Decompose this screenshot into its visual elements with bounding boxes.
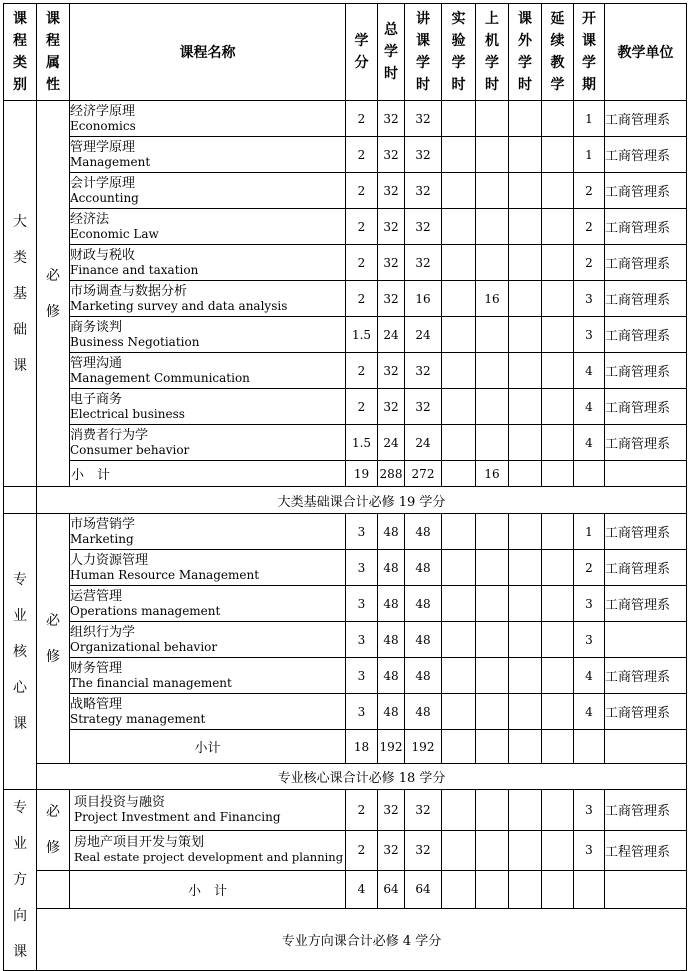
credits-cell: 2 <box>346 830 378 871</box>
computer-hours-cell <box>476 101 509 137</box>
attribute-blank <box>37 871 70 909</box>
total-hours-cell: 48 <box>378 586 405 622</box>
total-hours-cell: 48 <box>378 622 405 658</box>
extended-cell <box>542 353 574 389</box>
header-lab-hours: 实验学时 <box>442 4 476 101</box>
lab-hours-cell <box>442 281 476 317</box>
extended-cell <box>542 658 574 694</box>
lab-hours-cell <box>442 514 476 550</box>
computer-hours-cell <box>476 317 509 353</box>
curriculum-table <box>3 3 687 971</box>
attribute-cell: 必修 <box>37 514 70 764</box>
extra-hours-cell <box>509 389 542 425</box>
total-hours-cell: 48 <box>378 550 405 586</box>
subtotal-extra-hours <box>509 730 542 764</box>
table-row <box>4 425 687 461</box>
lecture-hours-cell: 32 <box>405 209 442 245</box>
table-row <box>4 317 687 353</box>
extra-hours-cell <box>509 658 542 694</box>
table-row <box>4 353 687 389</box>
subtotal-extra-hours <box>509 871 542 909</box>
course-name-cell: 财务管理 The financial management <box>70 658 346 694</box>
computer-hours-cell <box>476 353 509 389</box>
subtotal-lecture-hours: 192 <box>405 730 442 764</box>
subtotal-dept <box>605 730 687 764</box>
credits-cell: 2 <box>346 137 378 173</box>
dept-cell: 工商管理系 <box>605 790 687 831</box>
extra-hours-cell <box>509 622 542 658</box>
course-name-cell: 经济法 Economic Law <box>70 209 346 245</box>
extended-cell <box>542 514 574 550</box>
subtotal-label: 小 计 <box>70 871 346 909</box>
computer-hours-cell <box>476 586 509 622</box>
extended-cell <box>542 245 574 281</box>
table-row <box>4 173 687 209</box>
semester-cell: 2 <box>574 209 605 245</box>
lecture-hours-cell: 16 <box>405 281 442 317</box>
lab-hours-cell <box>442 245 476 281</box>
total-hours-cell: 24 <box>378 317 405 353</box>
lecture-hours-cell: 48 <box>405 514 442 550</box>
credits-cell: 2 <box>346 101 378 137</box>
credits-cell: 3 <box>346 622 378 658</box>
lecture-hours-cell: 24 <box>405 425 442 461</box>
table-row <box>4 389 687 425</box>
computer-hours-cell <box>476 137 509 173</box>
extended-cell <box>542 586 574 622</box>
computer-hours-cell <box>476 514 509 550</box>
lab-hours-cell <box>442 790 476 831</box>
credits-cell: 2 <box>346 790 378 831</box>
subtotal-lecture-hours: 272 <box>405 461 442 487</box>
total-hours-cell: 48 <box>378 694 405 730</box>
total-hours-cell: 32 <box>378 281 405 317</box>
dept-cell: 工商管理系 <box>605 586 687 622</box>
computer-hours-cell <box>476 790 509 831</box>
table-row <box>4 137 687 173</box>
subtotal-semester <box>574 730 605 764</box>
total-hours-cell: 32 <box>378 353 405 389</box>
credits-cell: 3 <box>346 694 378 730</box>
subtotal-dept <box>605 871 687 909</box>
semester-cell: 2 <box>574 245 605 281</box>
section-foundation <box>4 101 687 514</box>
credits-cell: 2 <box>346 389 378 425</box>
extra-hours-cell <box>509 694 542 730</box>
course-name-cell: 商务谈判 Business Negotiation <box>70 317 346 353</box>
extended-cell <box>542 790 574 831</box>
dept-cell <box>605 622 687 658</box>
course-name-cell: 人力资源管理 Human Resource Management <box>70 550 346 586</box>
semester-cell: 2 <box>574 550 605 586</box>
course-name-cell: 管理沟通 Management Communication <box>70 353 346 389</box>
semester-cell: 4 <box>574 425 605 461</box>
course-name-cell: 房地产项目开发与策划 Real estate project development and planning <box>70 830 346 871</box>
extended-cell <box>542 281 574 317</box>
computer-hours-cell <box>476 622 509 658</box>
credits-cell: 2 <box>346 245 378 281</box>
lab-hours-cell <box>442 694 476 730</box>
lecture-hours-cell: 32 <box>405 137 442 173</box>
subtotal-lab-hours <box>442 461 476 487</box>
lab-hours-cell <box>442 209 476 245</box>
extended-cell <box>542 137 574 173</box>
extra-hours-cell <box>509 353 542 389</box>
extended-cell <box>542 101 574 137</box>
total-hours-cell: 32 <box>378 790 405 831</box>
total-hours-cell: 32 <box>378 245 405 281</box>
category-cell: 专业方向课 <box>4 790 37 971</box>
dept-cell: 工商管理系 <box>605 209 687 245</box>
semester-cell: 2 <box>574 173 605 209</box>
lecture-hours-cell: 48 <box>405 550 442 586</box>
extra-hours-cell <box>509 281 542 317</box>
semester-cell: 3 <box>574 281 605 317</box>
credits-cell: 2 <box>346 353 378 389</box>
dept-cell: 工商管理系 <box>605 658 687 694</box>
lab-hours-cell <box>442 622 476 658</box>
computer-hours-cell <box>476 209 509 245</box>
extra-hours-cell <box>509 173 542 209</box>
course-name-cell: 战略管理 Strategy management <box>70 694 346 730</box>
subtotal-total-hours: 288 <box>378 461 405 487</box>
extra-hours-cell <box>509 137 542 173</box>
total-hours-cell: 32 <box>378 173 405 209</box>
summary-row <box>4 487 687 514</box>
extra-hours-cell <box>509 101 542 137</box>
dept-cell: 工商管理系 <box>605 317 687 353</box>
subtotal-computer-hours <box>476 871 509 909</box>
semester-cell: 1 <box>574 514 605 550</box>
semester-cell: 3 <box>574 830 605 871</box>
course-name-cell: 财政与税收 Finance and taxation <box>70 245 346 281</box>
lab-hours-cell <box>442 550 476 586</box>
extra-hours-cell <box>509 209 542 245</box>
extra-hours-cell <box>509 586 542 622</box>
semester-cell: 4 <box>574 658 605 694</box>
dept-cell: 工商管理系 <box>605 694 687 730</box>
table-row <box>4 658 687 694</box>
subtotal-row <box>4 871 687 909</box>
section-summary: 大类基础课合计必修 19 学分 <box>37 487 687 514</box>
semester-cell: 4 <box>574 353 605 389</box>
extended-cell <box>542 550 574 586</box>
lecture-hours-cell: 48 <box>405 658 442 694</box>
dept-cell: 工商管理系 <box>605 281 687 317</box>
extended-cell <box>542 694 574 730</box>
dept-cell: 工商管理系 <box>605 353 687 389</box>
lecture-hours-cell: 32 <box>405 790 442 831</box>
subtotal-extended <box>542 461 574 487</box>
subtotal-label: 小计 <box>70 730 346 764</box>
lecture-hours-cell: 48 <box>405 694 442 730</box>
subtotal-credits: 4 <box>346 871 378 909</box>
course-name-cell: 管理学原理 Management <box>70 137 346 173</box>
header-extended: 延续教学 <box>542 4 574 101</box>
extra-hours-cell <box>509 317 542 353</box>
extra-hours-cell <box>509 425 542 461</box>
computer-hours-cell <box>476 550 509 586</box>
total-hours-cell: 24 <box>378 425 405 461</box>
header-lecture-hours: 讲课学时 <box>405 4 442 101</box>
subtotal-label: 小 计 <box>70 461 346 487</box>
attribute-cell: 必修 <box>37 101 70 487</box>
lecture-hours-cell: 32 <box>405 353 442 389</box>
header-course-name: 课程名称 <box>70 4 346 101</box>
table-row <box>4 281 687 317</box>
dept-cell: 工商管理系 <box>605 550 687 586</box>
lab-hours-cell <box>442 101 476 137</box>
subtotal-credits: 18 <box>346 730 378 764</box>
extended-cell <box>542 209 574 245</box>
subtotal-total-hours: 64 <box>378 871 405 909</box>
lab-hours-cell <box>442 658 476 694</box>
header-total-hours: 总学时 <box>378 4 405 101</box>
subtotal-extended <box>542 730 574 764</box>
subtotal-row <box>4 730 687 764</box>
dept-cell: 工商管理系 <box>605 101 687 137</box>
course-name-cell: 项目投资与融资 Project Investment and Financing <box>70 790 346 831</box>
course-name-cell: 市场营销学 Marketing <box>70 514 346 550</box>
semester-cell: 3 <box>574 622 605 658</box>
subtotal-total-hours: 192 <box>378 730 405 764</box>
semester-cell: 4 <box>574 389 605 425</box>
lab-hours-cell <box>442 830 476 871</box>
credits-cell: 3 <box>346 586 378 622</box>
subtotal-extra-hours <box>509 461 542 487</box>
dept-cell: 工商管理系 <box>605 425 687 461</box>
credits-cell: 3 <box>346 514 378 550</box>
semester-cell: 1 <box>574 101 605 137</box>
semester-cell: 1 <box>574 137 605 173</box>
section-direction <box>4 790 687 971</box>
dept-cell: 工商管理系 <box>605 514 687 550</box>
lab-hours-cell <box>442 425 476 461</box>
lab-hours-cell <box>442 137 476 173</box>
table-row <box>4 514 687 550</box>
computer-hours-cell <box>476 658 509 694</box>
course-name-cell: 电子商务 Electrical business <box>70 389 346 425</box>
lab-hours-cell <box>442 353 476 389</box>
extra-hours-cell <box>509 514 542 550</box>
lecture-hours-cell: 24 <box>405 317 442 353</box>
extended-cell <box>542 830 574 871</box>
subtotal-credits: 19 <box>346 461 378 487</box>
subtotal-lecture-hours: 64 <box>405 871 442 909</box>
semester-cell: 3 <box>574 790 605 831</box>
lecture-hours-cell: 32 <box>405 101 442 137</box>
extra-hours-cell <box>509 245 542 281</box>
table-row <box>4 101 687 137</box>
category-cell: 大类基础课 <box>4 101 37 487</box>
course-name-cell: 经济学原理 Economics <box>70 101 346 137</box>
table-row <box>4 586 687 622</box>
course-name-cell: 市场调查与数据分析 Marketing survey and data analysis <box>70 281 346 317</box>
semester-cell: 3 <box>574 317 605 353</box>
header-extra-hours: 课外学时 <box>509 4 542 101</box>
computer-hours-cell <box>476 245 509 281</box>
table-row <box>4 622 687 658</box>
total-hours-cell: 32 <box>378 101 405 137</box>
summary-row <box>4 764 687 790</box>
dept-cell: 工商管理系 <box>605 173 687 209</box>
summary-row <box>4 908 687 970</box>
lab-hours-cell <box>442 173 476 209</box>
table-row <box>4 694 687 730</box>
header-semester: 开课学期 <box>574 4 605 101</box>
lecture-hours-cell: 32 <box>405 830 442 871</box>
header-credits: 学分 <box>346 4 378 101</box>
extended-cell <box>542 622 574 658</box>
lecture-hours-cell: 48 <box>405 586 442 622</box>
extra-hours-cell <box>509 790 542 831</box>
semester-cell: 3 <box>574 586 605 622</box>
dept-cell: 工程管理系 <box>605 830 687 871</box>
section-core <box>4 514 687 790</box>
extra-hours-cell <box>509 550 542 586</box>
credits-cell: 1.5 <box>346 425 378 461</box>
table-row <box>4 245 687 281</box>
subtotal-semester <box>574 461 605 487</box>
table-row <box>4 790 687 831</box>
computer-hours-cell <box>476 694 509 730</box>
extended-cell <box>542 389 574 425</box>
subtotal-lab-hours <box>442 871 476 909</box>
summary-blank <box>4 487 37 514</box>
extended-cell <box>542 317 574 353</box>
credits-cell: 1.5 <box>346 317 378 353</box>
lecture-hours-cell: 32 <box>405 389 442 425</box>
subtotal-semester <box>574 871 605 909</box>
computer-hours-cell <box>476 830 509 871</box>
extended-cell <box>542 425 574 461</box>
dept-cell: 工商管理系 <box>605 245 687 281</box>
category-cell: 专业核心课 <box>4 514 37 790</box>
computer-hours-cell <box>476 425 509 461</box>
credits-cell: 2 <box>346 209 378 245</box>
credits-cell: 2 <box>346 173 378 209</box>
total-hours-cell: 48 <box>378 658 405 694</box>
credits-cell: 2 <box>346 281 378 317</box>
lab-hours-cell <box>442 586 476 622</box>
header-row <box>4 4 687 101</box>
subtotal-lab-hours <box>442 730 476 764</box>
subtotal-dept <box>605 461 687 487</box>
semester-cell: 4 <box>574 694 605 730</box>
subtotal-computer-hours: 16 <box>476 461 509 487</box>
table-row <box>4 209 687 245</box>
total-hours-cell: 32 <box>378 137 405 173</box>
lecture-hours-cell: 48 <box>405 622 442 658</box>
table-row <box>4 550 687 586</box>
credits-cell: 3 <box>346 550 378 586</box>
attribute-cell: 必修 <box>37 790 70 871</box>
dept-cell: 工商管理系 <box>605 389 687 425</box>
header-category: 课程类别 <box>4 4 37 101</box>
course-name-cell: 运营管理 Operations management <box>70 586 346 622</box>
lecture-hours-cell: 32 <box>405 245 442 281</box>
header-attribute: 课程属性 <box>37 4 70 101</box>
lab-hours-cell <box>442 389 476 425</box>
subtotal-computer-hours <box>476 730 509 764</box>
total-hours-cell: 48 <box>378 514 405 550</box>
lecture-hours-cell: 32 <box>405 173 442 209</box>
subtotal-extended <box>542 871 574 909</box>
total-hours-cell: 32 <box>378 830 405 871</box>
computer-hours-cell <box>476 389 509 425</box>
extra-hours-cell <box>509 830 542 871</box>
extended-cell <box>542 173 574 209</box>
total-hours-cell: 32 <box>378 389 405 425</box>
course-name-cell: 会计学原理 Accounting <box>70 173 346 209</box>
computer-hours-cell <box>476 173 509 209</box>
header-computer-hours: 上机学时 <box>476 4 509 101</box>
subtotal-row <box>4 461 687 487</box>
table-row <box>4 830 687 871</box>
total-hours-cell: 32 <box>378 209 405 245</box>
course-name-cell: 组织行为学 Organizational behavior <box>70 622 346 658</box>
computer-hours-cell: 16 <box>476 281 509 317</box>
header-dept: 教学单位 <box>605 4 687 101</box>
dept-cell: 工商管理系 <box>605 137 687 173</box>
section-summary: 专业方向课合计必修 4 学分 <box>37 908 687 970</box>
lab-hours-cell <box>442 317 476 353</box>
section-summary: 专业核心课合计必修 18 学分 <box>37 764 687 790</box>
credits-cell: 3 <box>346 658 378 694</box>
course-name-cell: 消费者行为学 Consumer behavior <box>70 425 346 461</box>
